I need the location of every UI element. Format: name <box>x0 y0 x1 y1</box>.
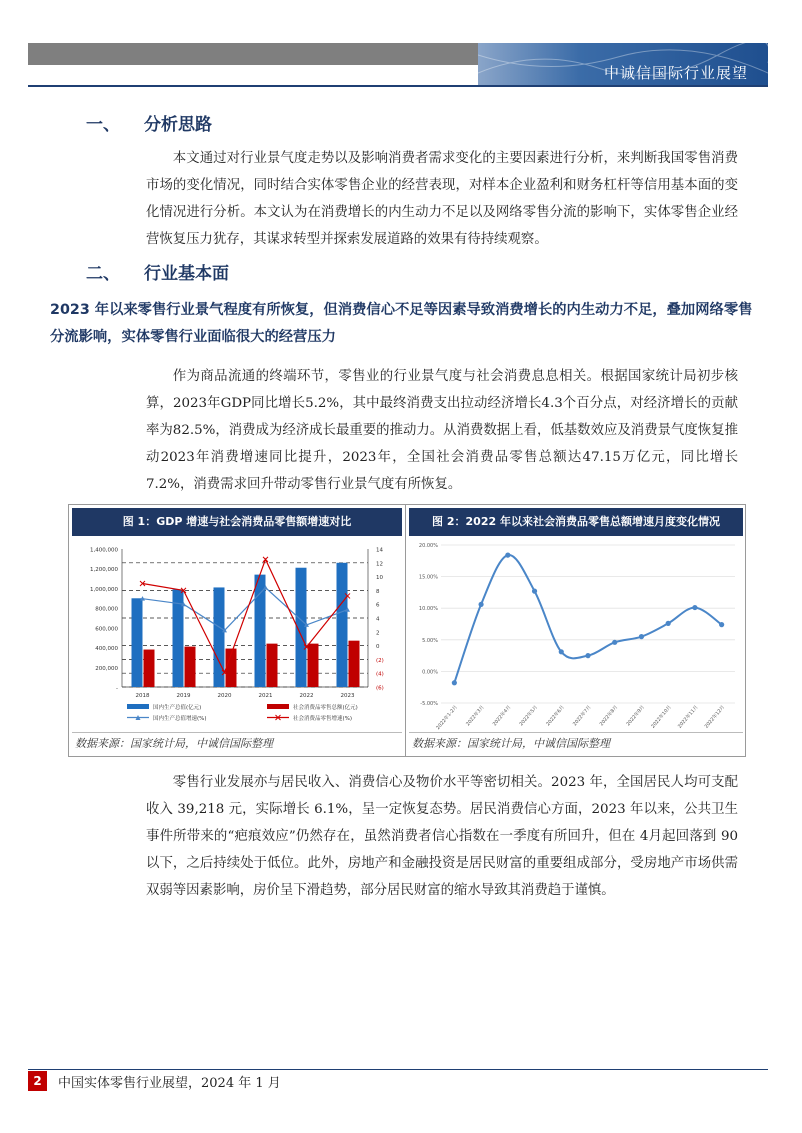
bar <box>214 587 225 687</box>
y-left-tick-label: - <box>116 685 118 692</box>
figure-2-title: 图 2：2022 年以来社会消费品零售总额增速月度变化情况 <box>409 508 743 536</box>
legend-label: 社会消费品零售总额(亿元) <box>293 705 358 711</box>
x-tick-label: 2021 <box>258 693 273 699</box>
data-point <box>585 653 590 658</box>
section-2-subheading: 2023 年以来零售行业景气程度有所恢复，但消费信心不足等因素导致消费增长的内生动力不足，叠加网络零售分流影响，实体零售行业面临很大的经营压力 <box>50 302 753 345</box>
data-point <box>666 621 671 626</box>
section-2-paragraph-1: 作为商品流通的终端环节，零售业的行业景气度与社会消费息息相关。根据国家统计局初步核算，2023年GDP同比增长5.2%，其中最终消费支出拉动经济增长4.3个百分点，对经济增长的贡献率为82.5%，消费成为经济成长最重要的推动力。从消费数据上看，低基数效应及消费景气度恢复推动2023年消费增速同比提升，2023年，全国社会消费品零售总额达47.15万亿元，同比增长7.2%，消费需求回升带动零售行业景气度有所恢复。 <box>146 369 738 492</box>
bar <box>349 641 360 687</box>
x-tick-label: 2022年3月 <box>465 705 486 728</box>
footer-title: 中国实体零售行业展望，2024 年 1 月 <box>58 1076 281 1091</box>
y-tick-label: 0.00% <box>422 669 438 676</box>
section-2-number: 二、 <box>86 264 120 284</box>
y-left-tick-label: 1,000,000 <box>90 586 118 593</box>
x-tick-label: 2022年5月 <box>519 705 540 728</box>
legend-label: 国内生产总值增速(%) <box>153 716 207 722</box>
header-divider <box>28 85 768 87</box>
x-tick-label: 2020 <box>217 693 232 699</box>
figure-panel <box>68 504 746 757</box>
section-1-title: 分析思路 <box>144 115 212 135</box>
bar <box>267 644 278 687</box>
page-number: 2 <box>28 1071 47 1091</box>
data-point <box>719 622 724 627</box>
y-left-tick-label: 1,200,000 <box>90 567 118 574</box>
data-point <box>452 680 457 685</box>
x-tick-label: 2022年7月 <box>572 705 593 728</box>
y-tick-label: 15.00% <box>418 574 438 581</box>
figure-1-source-divider <box>72 732 402 733</box>
legend-swatch <box>127 704 149 709</box>
y-left-tick-label: 1,400,000 <box>90 547 118 554</box>
header-title: 中诚信国际行业展望 <box>603 64 748 82</box>
data-point <box>612 640 617 645</box>
data-point <box>639 634 644 639</box>
y-left-tick-label: 200,000 <box>95 665 118 672</box>
bar <box>185 647 196 687</box>
section-2-heading <box>86 259 229 284</box>
x-tick-label: 2022年8月 <box>599 705 620 728</box>
figure-1-chart <box>72 539 402 731</box>
y-left-tick-label: 400,000 <box>95 646 118 653</box>
section-2-paragraph-2: 零售行业发展亦与居民收入、消费信心及物价水平等密切相关。2023 年，全国居民人均可支配收入 39,218 元，实际增长 6.1%，呈一定恢复态势。居民消费信心方面，2023 年以来，公共卫生事件所带来的“疤痕效应”仍然存在，虽然消费者信心指数在一季度有所回升，但在 4月起回落到 90 以下，之后持续处于低位。此外，房地产和金融投资是居民财富的重要组成部分，受房地产市场供需双弱等因素影响，房价呈下滑趋势，部分居民财富的缩水导致其消费趋于谨慎。 <box>146 775 738 898</box>
bar <box>337 563 348 687</box>
y-right-tick-label: 2 <box>376 630 380 637</box>
figure-1-source: 数据来源：国家统计局，中诚信国际整理 <box>75 737 273 750</box>
figure-2-source: 数据来源：国家统计局，中诚信国际整理 <box>412 737 610 750</box>
section-2-body-1 <box>146 363 738 498</box>
section-1-paragraph: 本文通过对行业景气度走势以及影响消费者需求变化的主要因素进行分析，来判断我国零售消费市场的变化情况，同时结合实体零售企业的经营表现，对样本企业盈利和财务杠杆等信用基本面的变化情况进行分析。本文认为在消费增长的内生动力不足以及网络零售分流的影响下，实体零售企业经营恢复压力犹存，其谋求转型并探索发展道路的效果有待持续观察。 <box>146 151 738 247</box>
x-tick-label: 2023 <box>340 693 355 699</box>
y-right-tick-label: (6) <box>376 685 384 692</box>
y-right-tick-label: 6 <box>376 602 380 609</box>
x-tick-label: 2022年6月 <box>545 705 566 728</box>
section-1-number: 一、 <box>86 115 120 135</box>
x-tick-label: 2022年4月 <box>492 705 513 728</box>
x-tick-label: 2019 <box>176 693 191 699</box>
x-tick-label: 2022年10月 <box>650 705 673 730</box>
y-tick-label: 20.00% <box>418 543 438 549</box>
y-tick-label: -5.00% <box>420 701 438 707</box>
y-right-tick-label: (2) <box>376 657 384 664</box>
x-tick-label: 2022 <box>299 693 314 699</box>
figure-2-chart <box>409 539 743 731</box>
section-2-body-2 <box>146 769 738 904</box>
data-point <box>559 649 564 654</box>
bar <box>132 598 143 687</box>
x-tick-label: 2022年1-2月 <box>436 705 459 731</box>
y-left-tick-label: 600,000 <box>95 626 118 633</box>
section-1-heading <box>86 110 212 135</box>
legend-swatch <box>267 704 289 709</box>
y-right-tick-label: 0 <box>376 644 380 651</box>
figure-divider <box>405 505 406 756</box>
y-right-tick-label: (4) <box>376 671 384 678</box>
y-tick-label: 10.00% <box>418 606 438 613</box>
bar <box>308 644 319 687</box>
y-right-tick-label: 8 <box>376 588 380 595</box>
section-1-body <box>146 145 738 253</box>
x-tick-label: 2022年9月 <box>626 705 646 728</box>
y-tick-label: 5.00% <box>422 637 438 644</box>
y-right-tick-label: 14 <box>376 547 383 554</box>
y-right-tick-label: 10 <box>376 575 383 582</box>
figure-1-title: 图 1：GDP 增速与社会消费品零售额增速对比 <box>72 508 402 536</box>
figure-2-source-divider <box>409 732 743 733</box>
x-tick-label: 2022年12月 <box>704 705 727 730</box>
bar <box>255 575 266 687</box>
legend-label: 社会消费品零售增速(%) <box>293 716 353 722</box>
series-line <box>454 555 721 683</box>
y-right-tick-label: 12 <box>376 561 383 568</box>
legend-label: 国内生产总值(亿元) <box>153 705 202 711</box>
y-right-tick-label: 4 <box>376 616 380 623</box>
header-banner <box>478 43 768 85</box>
x-tick-label: 2022年11月 <box>677 705 700 730</box>
x-tick-label: 2018 <box>135 693 150 699</box>
footer-divider <box>28 1069 768 1070</box>
data-point <box>692 605 697 610</box>
data-point <box>505 553 510 558</box>
data-point <box>478 602 483 607</box>
section-2-title: 行业基本面 <box>144 264 229 284</box>
y-left-tick-label: 800,000 <box>95 606 118 613</box>
bar <box>144 650 155 687</box>
data-point <box>532 589 537 594</box>
